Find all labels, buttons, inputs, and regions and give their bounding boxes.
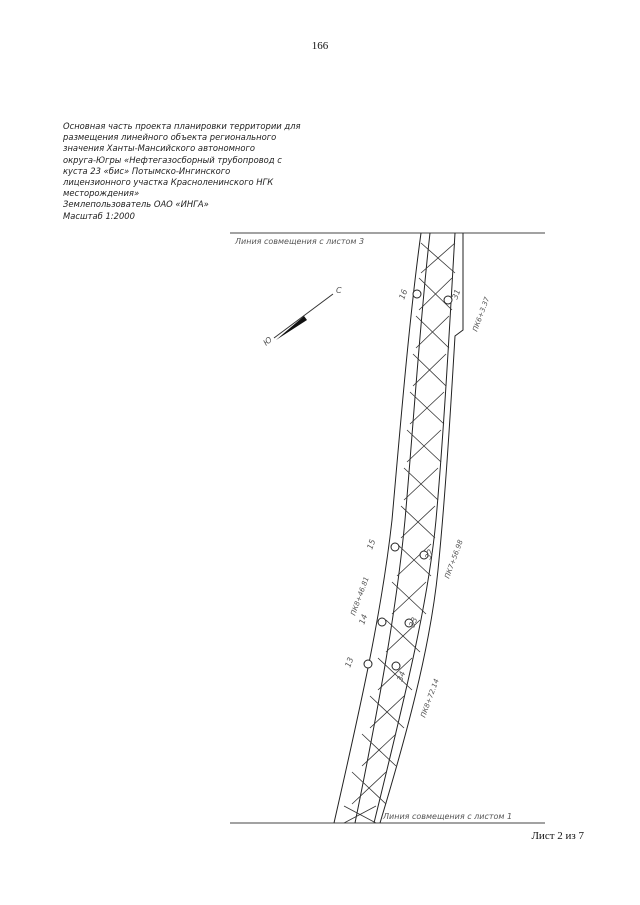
page-number: 166 [311,40,329,52]
point-15 [391,543,399,551]
sheet-label: Лист 2 из 7 [531,830,584,842]
point-label: 15 [365,538,378,551]
point-16 [413,290,421,298]
title-line: округа-Югры «Нефтегазосборный трубопровод с [63,154,282,165]
chainage-label: ПК8+72.14 [419,677,441,719]
point-label: 31 [450,288,463,301]
title-line: Основная часть проекта планировки территории для [63,121,301,131]
chainage-label: ПК8+46.81 [349,575,371,617]
chainage-label: ПК6+3.37 [471,295,492,333]
point-13 [364,660,372,668]
title-line: куста 23 «бис» Потымско-Ингинского [63,165,231,176]
title-line: размещения линейного объекта регионального [63,132,277,143]
point-14 [378,618,386,626]
point-label: 32 [423,548,436,561]
point-34 [392,662,400,670]
title-line: лицензионного участка Красноленинского НГК [63,177,274,188]
point-label: 33 [407,616,420,629]
north-label: С [336,286,342,295]
title-line: значения Ханты-Мансийского автономного [63,143,256,154]
bottom-match-line-label: Линия совмещения с листом 1 [383,812,513,821]
point-label: 14 [357,613,370,626]
chainage-label: ПК7+56.98 [443,538,465,580]
land-user-line: Землепользователь ОАО «ИНГА» [63,199,209,210]
title-line: месторождения» [63,188,140,199]
point-label: 13 [343,656,356,669]
north-arrow-icon [262,286,342,348]
top-match-line-label: Линия совмещения с листом 3 [235,237,365,246]
corridor-hatching [344,243,455,823]
south-label: Ю [261,335,274,348]
scale-line: Масштаб 1:2000 [63,210,135,221]
point-label: 16 [397,288,410,301]
point-label: 34 [395,670,408,683]
